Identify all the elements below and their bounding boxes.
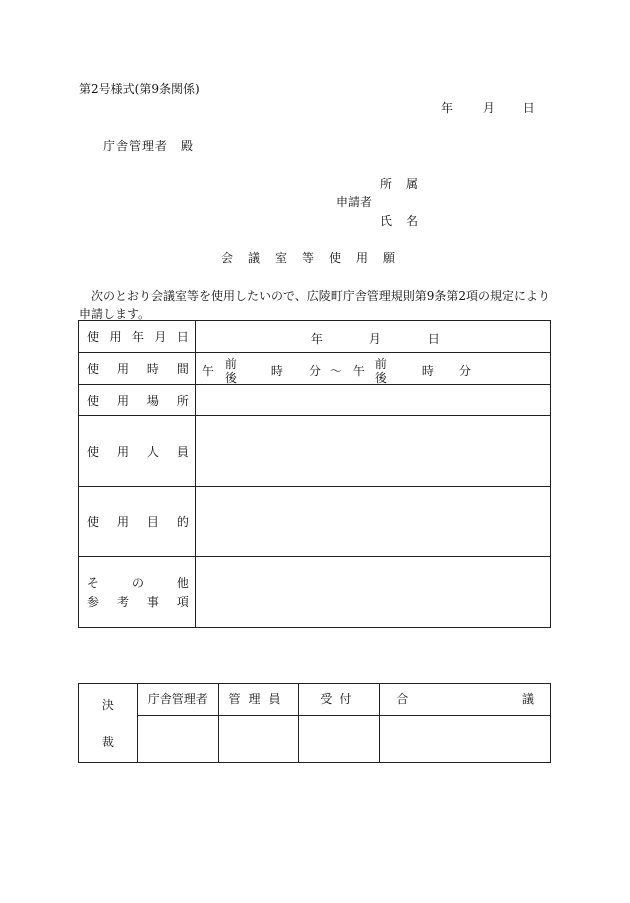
applicant-label: 申請者 <box>336 195 373 209</box>
cell-year: 年 <box>310 331 323 346</box>
time-am-2: 前 <box>374 356 387 371</box>
intro-line-2: 申請します。 <box>79 307 151 321</box>
time-pm-1: 後 <box>224 370 237 385</box>
form-title: 会議室等使用願 <box>221 251 411 265</box>
stamp-administrator[interactable] <box>218 716 299 763</box>
usage-purpose-field[interactable] <box>195 487 550 557</box>
approval-stamp-row <box>79 716 551 763</box>
intro-line-1: 次のとおり会議室等を使用したいので、広陵町庁舎管理規則第9条第2項の規定により <box>91 289 551 303</box>
usage-people-field[interactable] <box>195 416 550 487</box>
label-usage-place: 使 用 場 所 <box>79 385 196 416</box>
label-usage-time: 使 用 時 間 <box>79 353 196 385</box>
name-label: 氏 名 <box>380 214 418 228</box>
approval-header-row <box>79 684 551 716</box>
header-consultation <box>380 684 551 716</box>
cell-month: 月 <box>368 331 381 346</box>
label-usage-purpose: 使 用 目 的 <box>79 487 196 557</box>
time-tilde: ～ <box>329 363 342 378</box>
approval-label <box>79 684 138 763</box>
header-consultation-2: 議 <box>521 692 534 706</box>
date-month: 月 <box>482 101 495 115</box>
table-row-time <box>79 353 551 385</box>
time-pm-2: 後 <box>374 370 387 385</box>
time-minute-2: 分 <box>458 363 471 378</box>
time-go-2: 午 <box>352 363 365 378</box>
date-day: 日 <box>522 101 535 115</box>
table-row-people <box>79 416 551 487</box>
label-usage-date: 使 用 年 月 日 <box>79 321 196 353</box>
usage-time-field[interactable] <box>195 353 550 385</box>
header-building-manager: 庁舎管理者 <box>137 684 218 716</box>
label-other-notes: そ の 他 参 考 事 項 <box>79 557 196 628</box>
date-year: 年 <box>441 101 454 115</box>
table-row-place <box>79 385 551 416</box>
form-number: 第2号様式(第9条関係) <box>79 82 200 96</box>
table-row-purpose <box>79 487 551 557</box>
time-hour-1: 時 <box>270 363 283 378</box>
approval-table <box>78 683 551 763</box>
application-table <box>78 320 551 628</box>
time-hour-2: 時 <box>421 363 434 378</box>
affiliation-label: 所 属 <box>380 177 418 191</box>
header-administrator: 管理員 <box>218 684 299 716</box>
usage-date-field[interactable] <box>195 321 550 353</box>
table-row-notes <box>79 557 551 628</box>
time-am-1: 前 <box>224 356 237 371</box>
time-go-1: 午 <box>201 363 214 378</box>
cell-day: 日 <box>427 331 440 346</box>
usage-place-field[interactable] <box>195 385 550 416</box>
addressee: 庁舎管理者 殿 <box>103 139 195 153</box>
approval-label-top: 決 <box>101 698 114 712</box>
stamp-reception[interactable] <box>299 716 380 763</box>
header-consultation-1: 合 <box>396 692 409 706</box>
stamp-building-manager[interactable] <box>137 716 218 763</box>
other-notes-field[interactable] <box>195 557 550 628</box>
label-usage-people: 使 用 人 員 <box>79 416 196 487</box>
table-row-date <box>79 321 551 353</box>
time-minute-1: 分 <box>308 363 321 378</box>
date-line <box>441 99 535 116</box>
stamp-consultation[interactable] <box>380 716 551 763</box>
header-reception: 受付 <box>299 684 380 716</box>
approval-label-bottom: 裁 <box>101 735 114 749</box>
